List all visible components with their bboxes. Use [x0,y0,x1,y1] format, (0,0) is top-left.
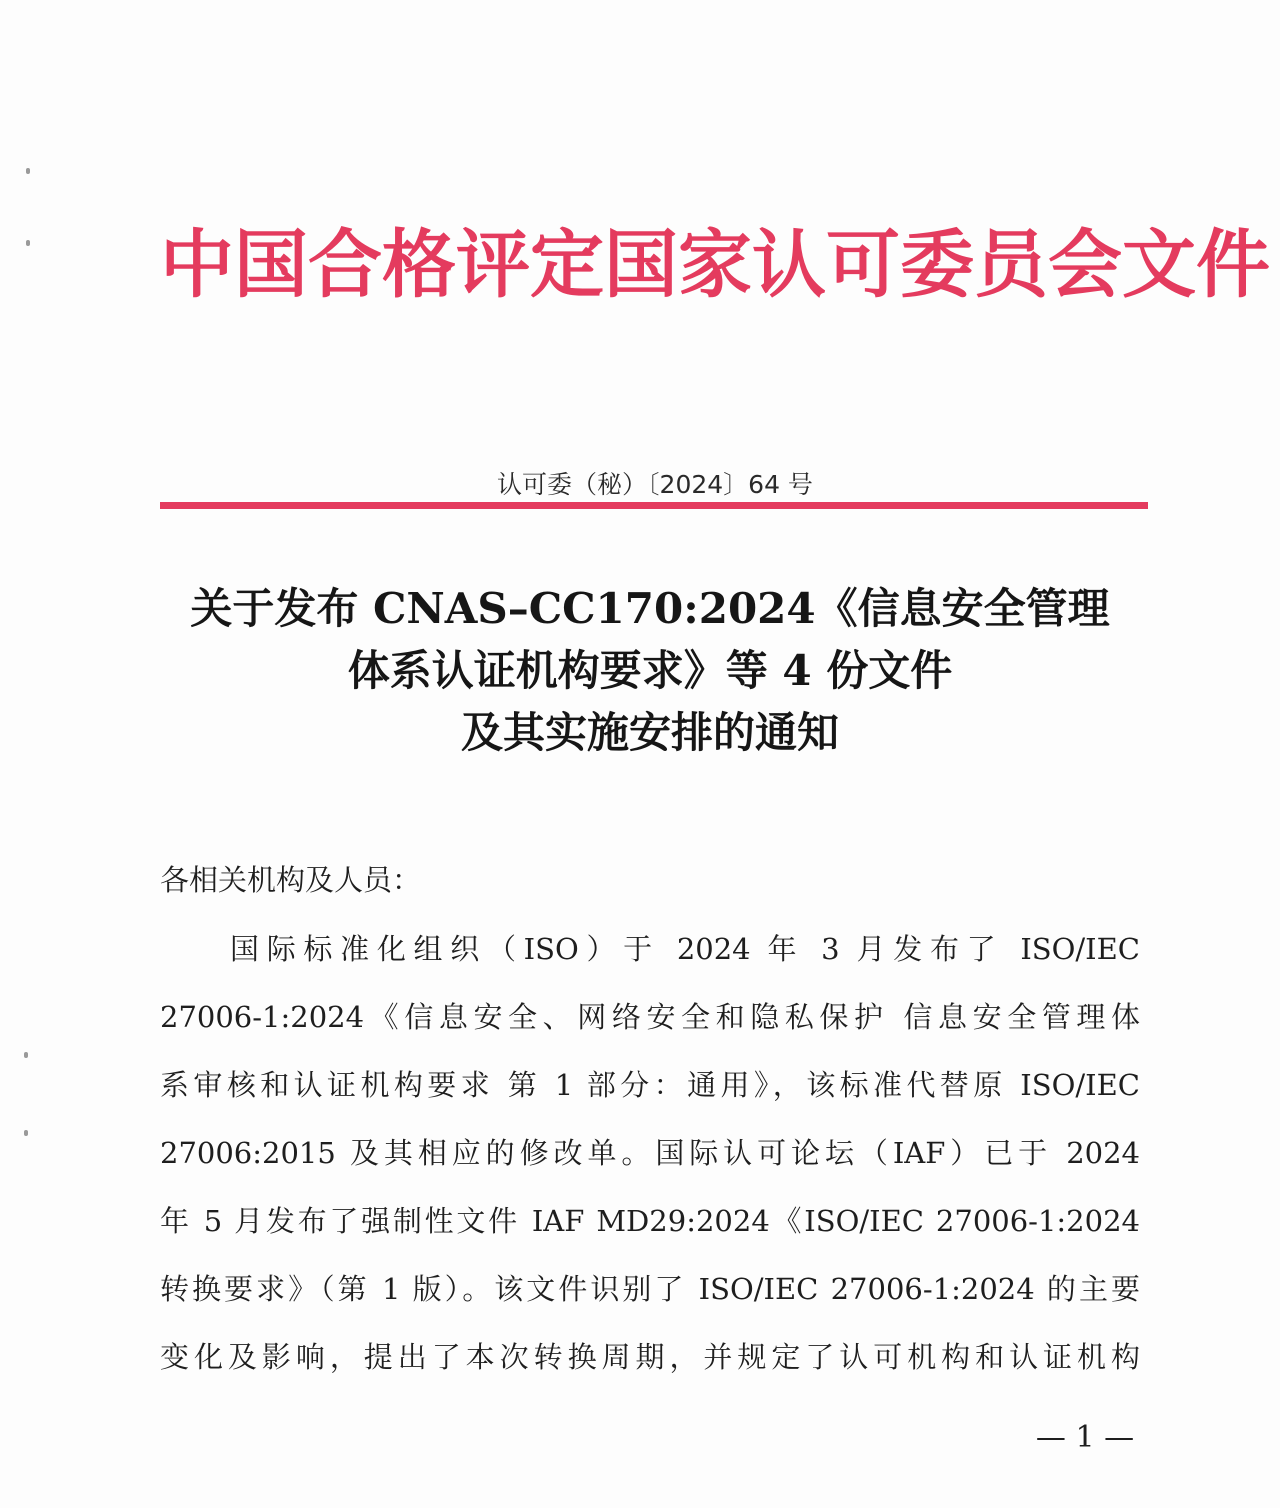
red-divider-line [160,502,1148,509]
notice-title [140,578,1160,764]
body-line: 系审核和认证机构要求 第 1 部分：通用》，该标准代替原 ISO/IEC [160,1068,1140,1102]
body-line: 变化及影响，提出了本次转换周期，并规定了认可机构和认证机构 [160,1340,1140,1374]
salutation: 各相关机构及人员： [160,863,422,897]
notice-title-line: 及其实施安排的通知 [460,708,839,757]
page-number: — 1 — [1035,1420,1135,1455]
notice-title-line: 关于发布 CNAS–CC170:2024《信息安全管理 [190,584,1110,633]
scan-speck [24,1130,28,1136]
scan-speck [26,168,30,174]
document-number: 认可委（秘）〔2024〕64 号 [497,470,813,499]
body-line: 27006-1:2024《信息安全、网络安全和隐私保护 信息安全管理体 [160,1000,1140,1034]
body-paragraph [160,926,1140,1402]
body-line: 27006:2015 及其相应的修改单。国际认可论坛（IAF）已于 2024 [160,1136,1140,1170]
body-line: 年 5 月发布了强制性文件 IAF MD29:2024《ISO/IEC 27006-1:2024 [160,1204,1140,1238]
body-line: 国际标准化组织（ISO）于 2024 年 3 月发布了 ISO/IEC [230,932,1140,966]
notice-title-line: 体系认证机构要求》等 4 份文件 [347,646,953,695]
issuer-title: 中国合格评定国家认可委员会文件 [160,222,1270,308]
body-line: 转换要求》（第 1 版）。该文件识别了 ISO/IEC 27006-1:2024 的主要 [160,1272,1140,1306]
scan-speck [24,1052,28,1058]
scan-speck [26,240,30,246]
